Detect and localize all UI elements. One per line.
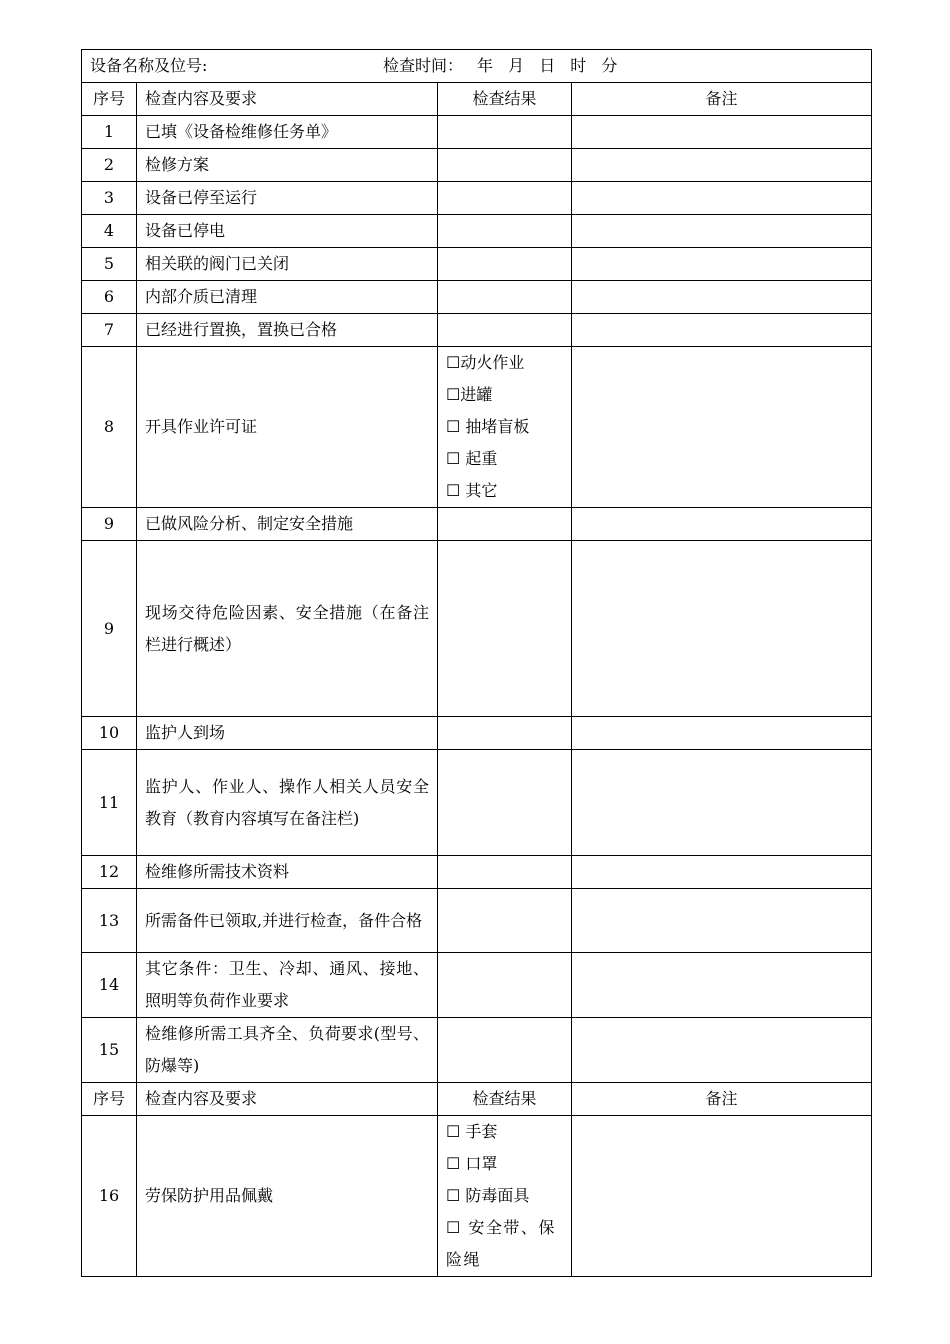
remark-cell[interactable]: [572, 314, 872, 347]
result-cell[interactable]: [438, 508, 572, 541]
row-seq: 2: [82, 149, 137, 182]
result-cell[interactable]: [438, 281, 572, 314]
ppe-option-mask-checkbox[interactable]: ☐ 口罩: [446, 1154, 498, 1173]
result-cell[interactable]: [438, 717, 572, 750]
table-row: [82, 116, 872, 149]
row-content: 检维修所需工具齐全、负荷要求(型号、防爆等): [137, 1018, 438, 1083]
row-seq: 15: [82, 1018, 137, 1083]
table-row: [82, 182, 872, 215]
row-seq: 1: [82, 116, 137, 149]
col-header-content: 检查内容及要求: [137, 83, 438, 116]
row-seq: 16: [82, 1116, 137, 1277]
row-seq: 13: [82, 889, 137, 953]
result-cell[interactable]: [438, 541, 572, 717]
table-row: [82, 1018, 872, 1083]
ppe-options-cell: [438, 1116, 572, 1277]
table-row: [82, 717, 872, 750]
result-cell[interactable]: [438, 856, 572, 889]
remark-cell[interactable]: [572, 889, 872, 953]
result-cell[interactable]: [438, 953, 572, 1018]
table-row: [82, 889, 872, 953]
table-row: [82, 750, 872, 856]
row-content: 劳保防护用品佩戴: [137, 1116, 438, 1277]
table-row: [82, 856, 872, 889]
table-row: [82, 248, 872, 281]
row-content: 检维修所需技术资料: [137, 856, 438, 889]
header-row: [82, 50, 872, 83]
row-content: 内部介质已清理: [137, 281, 438, 314]
col-header-content: 检查内容及要求: [137, 1083, 438, 1116]
row-seq: 5: [82, 248, 137, 281]
row-content: 设备已停电: [137, 215, 438, 248]
result-cell[interactable]: [438, 116, 572, 149]
remark-cell[interactable]: [572, 281, 872, 314]
device-and-time-cell[interactable]: [82, 50, 872, 83]
row-seq: 8: [82, 347, 137, 508]
row-content: 开具作业许可证: [137, 347, 438, 508]
row-content: 监护人、作业人、操作人相关人员安全教育（教育内容填写在备注栏): [137, 750, 438, 856]
row-content: 设备已停至运行: [137, 182, 438, 215]
row-seq: 11: [82, 750, 137, 856]
row-content: 其它条件：卫生、冷却、通风、接地、照明等负荷作业要求: [137, 953, 438, 1018]
row-content: 已做风险分析、制定安全措施: [137, 508, 438, 541]
col-header-result: 检查结果: [438, 83, 572, 116]
inspection-time-fields: 年 月 日 时 分: [477, 56, 618, 75]
col-header-result: 检查结果: [438, 1083, 572, 1116]
result-cell[interactable]: [438, 149, 572, 182]
remark-cell[interactable]: [572, 248, 872, 281]
table-row: [82, 1116, 872, 1277]
remark-cell[interactable]: [572, 347, 872, 508]
remark-cell[interactable]: [572, 1116, 872, 1277]
remark-cell[interactable]: [572, 508, 872, 541]
table-row: [82, 281, 872, 314]
row-content: 现场交待危险因素、安全措施（在备注栏进行概述）: [137, 541, 438, 717]
col-header-seq: 序号: [82, 83, 137, 116]
permit-option-hot-work-checkbox[interactable]: ☐动火作业: [446, 353, 525, 372]
remark-cell[interactable]: [572, 1018, 872, 1083]
remark-cell[interactable]: [572, 149, 872, 182]
row-content: 相关联的阀门已关闭: [137, 248, 438, 281]
remark-cell[interactable]: [572, 215, 872, 248]
result-cell[interactable]: [438, 750, 572, 856]
checklist-sheet: [81, 49, 871, 1277]
row-seq: 9: [82, 508, 137, 541]
permit-options-cell: [438, 347, 572, 508]
row-content: 已填《设备检维修任务单》: [137, 116, 438, 149]
result-cell[interactable]: [438, 1018, 572, 1083]
remark-cell[interactable]: [572, 116, 872, 149]
permit-option-tank-entry-checkbox[interactable]: ☐进罐: [446, 385, 493, 404]
row-seq: 9: [82, 541, 137, 717]
result-cell[interactable]: [438, 215, 572, 248]
remark-cell[interactable]: [572, 750, 872, 856]
permit-option-lifting-checkbox[interactable]: ☐ 起重: [446, 449, 498, 468]
col-header-remark: 备注: [572, 1083, 872, 1116]
row-content: 检修方案: [137, 149, 438, 182]
row-content: 监护人到场: [137, 717, 438, 750]
row-content: 所需备件已领取,并进行检查，备件合格: [137, 889, 438, 953]
remark-cell[interactable]: [572, 182, 872, 215]
table-row: [82, 314, 872, 347]
row-seq: 3: [82, 182, 137, 215]
row-seq: 4: [82, 215, 137, 248]
result-cell[interactable]: [438, 314, 572, 347]
inspection-checklist-table: [81, 49, 872, 1277]
table-row: [82, 215, 872, 248]
row-seq: 12: [82, 856, 137, 889]
col-header-remark: 备注: [572, 83, 872, 116]
column-header-row: [82, 83, 872, 116]
remark-cell[interactable]: [572, 953, 872, 1018]
row-seq: 14: [82, 953, 137, 1018]
row-seq: 10: [82, 717, 137, 750]
ppe-option-gas-mask-checkbox[interactable]: ☐ 防毒面具: [446, 1186, 530, 1205]
table-row: [82, 149, 872, 182]
remark-cell[interactable]: [572, 541, 872, 717]
permit-option-blind-plate-checkbox[interactable]: ☐ 抽堵盲板: [446, 417, 530, 436]
remark-cell[interactable]: [572, 856, 872, 889]
ppe-option-safety-belt-checkbox[interactable]: ☐ 安全带、保险绳: [446, 1218, 556, 1269]
remark-cell[interactable]: [572, 717, 872, 750]
row-seq: 6: [82, 281, 137, 314]
table-row: [82, 508, 872, 541]
table-row: [82, 347, 872, 508]
table-row: [82, 541, 872, 717]
result-cell[interactable]: [438, 248, 572, 281]
column-header-row-repeat: [82, 1083, 872, 1116]
table-row: [82, 953, 872, 1018]
inspection-time-label: 检查时间：: [383, 56, 464, 75]
row-content: 已经进行置换，置换已合格: [137, 314, 438, 347]
row-seq: 7: [82, 314, 137, 347]
ppe-option-gloves-checkbox[interactable]: ☐ 手套: [446, 1122, 498, 1141]
result-cell[interactable]: [438, 889, 572, 953]
result-cell[interactable]: [438, 182, 572, 215]
permit-option-other-checkbox[interactable]: ☐ 其它: [446, 481, 498, 500]
col-header-seq: 序号: [82, 1083, 137, 1116]
device-name-label: 设备名称及位号:: [90, 56, 208, 75]
